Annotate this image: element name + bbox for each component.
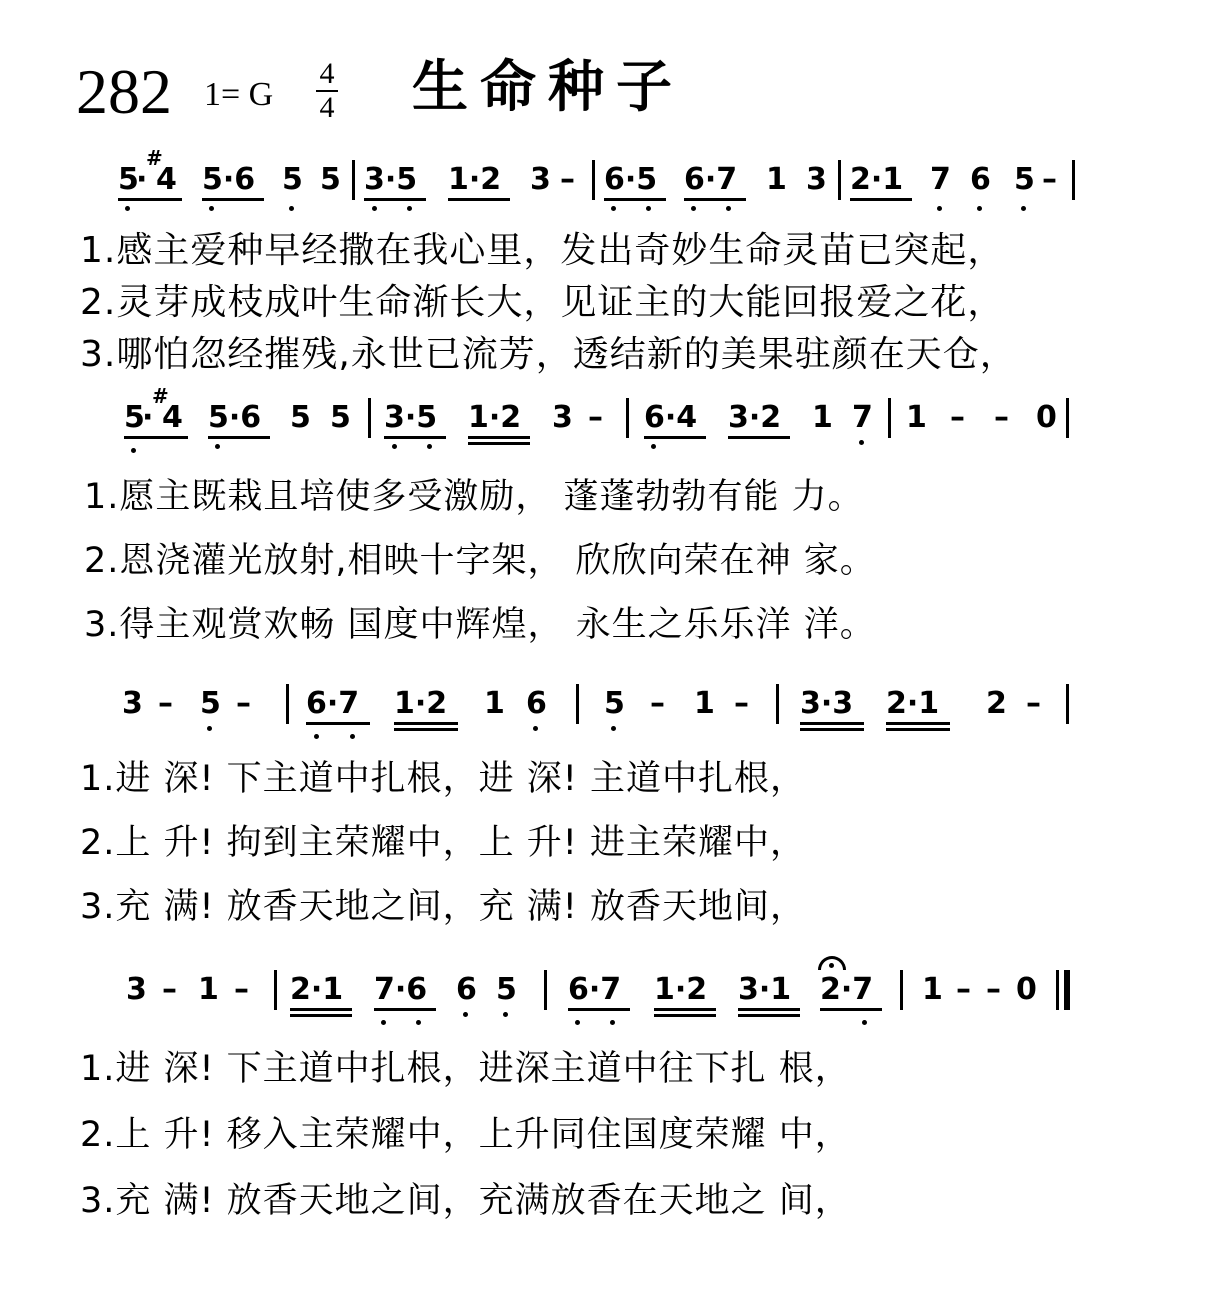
barline (838, 160, 841, 200)
note: 3 (126, 972, 147, 1007)
note: 5 (496, 972, 517, 1007)
eighth-beam (124, 436, 188, 439)
note-pair: 1·2 (468, 400, 522, 435)
note: 1 (906, 400, 927, 435)
lyric-line: 2.上 升! 拘到主荣耀中，上 升! 进主荣耀中， (80, 823, 806, 863)
note: 4 (156, 162, 177, 197)
barline (352, 160, 355, 200)
eighth-beam (468, 436, 530, 439)
note: 3 (122, 686, 143, 721)
note-pair: 6·7 (568, 972, 622, 1007)
low-octave-dot (611, 726, 616, 731)
notation-line-2 (0, 384, 1222, 462)
barline (626, 398, 629, 438)
time-signature-bottom: 4 (319, 91, 335, 124)
note-pair: 6·7 (684, 162, 738, 197)
dash: – (158, 686, 173, 721)
dash: – (234, 972, 249, 1007)
low-octave-dot (1021, 206, 1026, 211)
low-octave-dot (125, 206, 130, 211)
note-pair: 1·2 (394, 686, 448, 721)
eighth-beam (306, 722, 370, 725)
eighth-beam (290, 1008, 352, 1011)
low-octave-dot (726, 206, 731, 211)
eighth-beam (364, 198, 426, 201)
low-octave-dot (381, 1020, 386, 1025)
dash: – (162, 972, 177, 1007)
note-pair: 1·2 (654, 972, 708, 1007)
note: 3 (530, 162, 551, 197)
note: 3 (806, 162, 827, 197)
lyric-line: 2.灵芽成枝成叶生命渐长大，见证主的大能回报爱之花， (80, 282, 1005, 323)
eighth-beam (738, 1008, 800, 1011)
note: 5 (604, 686, 625, 721)
note: 5 (320, 162, 341, 197)
dash: – (986, 972, 1001, 1007)
low-octave-dot (610, 1020, 615, 1025)
lyric-line: 1.进 深! 下主道中扎根，进 深! 主道中扎根， (80, 759, 806, 799)
barline (888, 398, 891, 438)
barline (274, 970, 277, 1010)
eighth-beam (728, 436, 790, 439)
note-pair: 3·3 (800, 686, 854, 721)
note: 5 (330, 400, 351, 435)
eighth-beam (208, 436, 270, 439)
sixteenth-beam (394, 728, 458, 731)
lyric-line: 1.感主爱种早经撒在我心里，发出奇妙生命灵苗已突起， (80, 230, 1005, 271)
note: 2 (986, 686, 1007, 721)
note: 7 (930, 162, 951, 197)
dash: – (588, 400, 603, 435)
note: 1 (484, 686, 505, 721)
sixteenth-beam (800, 728, 864, 731)
note: 7 (852, 400, 873, 435)
eighth-beam (384, 436, 446, 439)
low-octave-dot (646, 206, 651, 211)
low-octave-dot (215, 444, 220, 449)
eighth-beam (820, 1008, 882, 1011)
note-pair: 5·6 (202, 162, 256, 197)
low-octave-dot (289, 206, 294, 211)
dash: – (950, 400, 965, 435)
barline (1066, 684, 1069, 724)
note: 5 (1014, 162, 1035, 197)
barline (368, 398, 371, 438)
note-pair: 3·5 (384, 400, 438, 435)
dash: – (734, 686, 749, 721)
low-octave-dot (651, 444, 656, 449)
low-octave-dot (575, 1020, 580, 1025)
low-octave-dot (314, 734, 319, 739)
low-octave-dot (416, 1020, 421, 1025)
low-octave-dot (859, 440, 864, 445)
note: 1 (922, 972, 943, 1007)
low-octave-dot (350, 734, 355, 739)
note-pair: 6·7 (306, 686, 360, 721)
dash: – (994, 400, 1009, 435)
note: 1 (766, 162, 787, 197)
low-octave-dot (503, 1012, 508, 1017)
low-octave-dot (937, 206, 942, 211)
sharp-sign: # (146, 146, 163, 170)
low-octave-dot (209, 206, 214, 211)
barline (1072, 160, 1075, 200)
note-pair: 3·1 (738, 972, 792, 1007)
barline (1066, 398, 1069, 438)
note-pair: 3·5 (364, 162, 418, 197)
notation-line-1 (0, 146, 1222, 224)
note-dot: · (136, 162, 148, 197)
time-signature (316, 58, 338, 124)
sharp-sign: # (152, 384, 169, 408)
eighth-beam (684, 198, 746, 201)
lyric-line: 3.得主观赏欢畅 国度中辉煌， 永生之乐乐洋 洋。 (84, 605, 876, 645)
key-signature: 1= G (204, 76, 274, 113)
final-barline-thick (1064, 970, 1070, 1010)
sixteenth-beam (468, 442, 530, 445)
notation-line-4 (0, 972, 1222, 1034)
note: 5 (118, 162, 139, 197)
hymn-number: 282 (76, 56, 172, 127)
barline (776, 684, 779, 724)
low-octave-dot (977, 206, 982, 211)
eighth-beam (644, 436, 706, 439)
note-pair: 2·1 (886, 686, 940, 721)
rest: 0 (1036, 400, 1057, 435)
lyric-line: 1.进 深! 下主道中扎根，进深主道中往下扎 根， (80, 1049, 851, 1089)
sixteenth-beam (654, 1014, 716, 1017)
fermata-icon (818, 956, 846, 970)
barline (900, 970, 903, 1010)
dash: – (560, 162, 575, 197)
note: 1 (198, 972, 219, 1007)
dash: – (956, 972, 971, 1007)
note: 5 (282, 162, 303, 197)
note: 5 (124, 400, 145, 435)
lyric-line: 1.愿主既栽且培使多受激励， 蓬蓬勃勃有能 力。 (84, 477, 864, 517)
note-pair: 3·2 (728, 400, 782, 435)
eighth-beam (800, 722, 864, 725)
lyric-line: 3.哪怕忽经摧残,永世已流芳，透结新的美果驻颜在天仓， (80, 334, 1017, 375)
eighth-beam (886, 722, 950, 725)
lyric-line: 2.恩浇灌光放射,相映十字架， 欣欣向荣在神 家。 (84, 541, 876, 581)
eighth-beam (374, 1008, 436, 1011)
note-pair: 2·1 (290, 972, 344, 1007)
note-pair: 6·4 (644, 400, 698, 435)
time-signature-top: 4 (319, 57, 335, 90)
sixteenth-beam (290, 1014, 352, 1017)
eighth-beam (568, 1008, 630, 1011)
low-octave-dot (463, 1012, 468, 1017)
eighth-beam (850, 198, 912, 201)
final-barline-thin (1056, 970, 1059, 1010)
lyric-line: 3.充 满! 放香天地之间，充 满! 放香天地间， (80, 887, 806, 927)
note-pair: 2·1 (850, 162, 904, 197)
low-octave-dot (533, 726, 538, 731)
note: 1 (812, 400, 833, 435)
notation-line-3 (0, 686, 1222, 748)
sixteenth-beam (738, 1014, 800, 1017)
sixteenth-beam (886, 728, 950, 731)
note: 3 (552, 400, 573, 435)
note: 4 (162, 400, 183, 435)
low-octave-dot (427, 444, 432, 449)
note-pair: 2·7 (820, 972, 874, 1007)
barline (286, 684, 289, 724)
eighth-beam (604, 198, 666, 201)
low-octave-dot (207, 726, 212, 731)
eighth-beam (118, 198, 182, 201)
note-pair: 7·6 (374, 972, 428, 1007)
eighth-beam (448, 198, 510, 201)
dash: – (1042, 162, 1057, 197)
note: 5 (290, 400, 311, 435)
eighth-beam (654, 1008, 716, 1011)
rest: 0 (1016, 972, 1037, 1007)
note: 6 (526, 686, 547, 721)
note: 1 (694, 686, 715, 721)
low-octave-dot (131, 448, 136, 453)
low-octave-dot (862, 1020, 867, 1025)
note-pair: 6·5 (604, 162, 658, 197)
low-octave-dot (372, 206, 377, 211)
barline (576, 684, 579, 724)
low-octave-dot (611, 206, 616, 211)
barline (592, 160, 595, 200)
song-title: 生命种子 (412, 55, 684, 120)
low-octave-dot (407, 206, 412, 211)
lyric-line: 2.上 升! 移入主荣耀中，上升同住国度荣耀 中， (80, 1115, 851, 1155)
barline (544, 970, 547, 1010)
dash: – (650, 686, 665, 721)
lyric-line: 3.充 满! 放香天地之间，充满放香在天地之 间， (80, 1181, 851, 1221)
note: 5 (200, 686, 221, 721)
note: 6 (456, 972, 477, 1007)
note-pair: 1·2 (448, 162, 502, 197)
dash: – (1026, 686, 1041, 721)
note-pair: 5·6 (208, 400, 262, 435)
note: 6 (970, 162, 991, 197)
low-octave-dot (691, 206, 696, 211)
low-octave-dot (392, 444, 397, 449)
eighth-beam (394, 722, 458, 725)
eighth-beam (202, 198, 264, 201)
dash: – (236, 686, 251, 721)
note-dot: · (142, 400, 154, 435)
